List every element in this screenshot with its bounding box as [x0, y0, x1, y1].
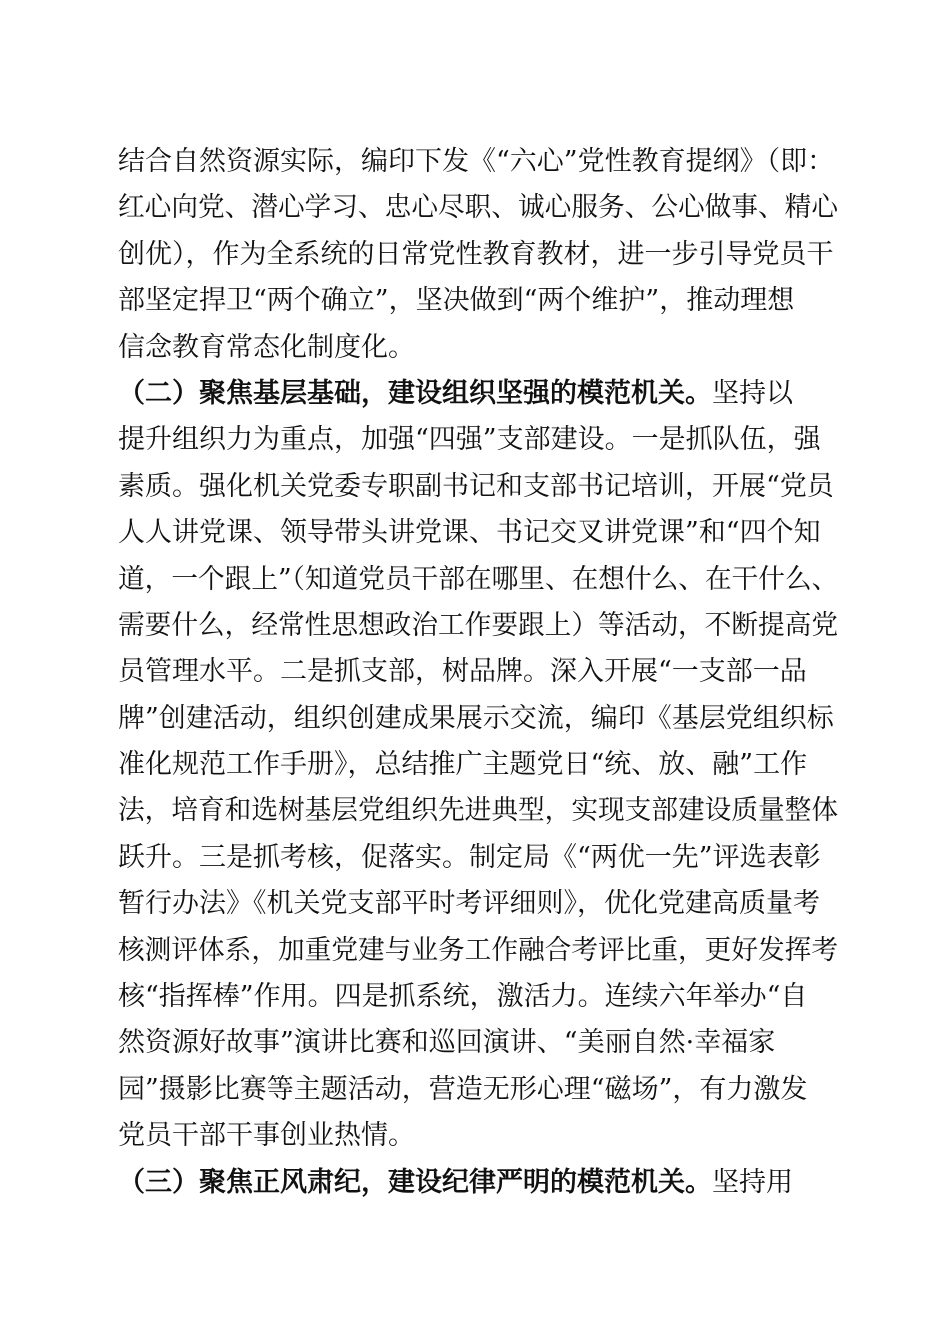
paragraph-2-line-14: 核“指挥棒”作用。四是抓系统，激活力。连续六年举办“自 — [118, 981, 808, 1013]
paragraph-2-line-11: 跃升。三是抓考核，促落实。制定局《“两优一先”评选表彰 — [118, 841, 821, 873]
paragraph-2-line-4: 人人讲党课、领导带头讲党课、书记交叉讲党课”和“四个知 — [118, 517, 821, 549]
paragraph-1-line-5: 信念教育常态化制度化。 — [118, 331, 415, 363]
paragraph-2-line-8: 牌”创建活动，组织创建成果展示交流，编印《基层党组织标 — [118, 702, 834, 734]
paragraph-2-line-16: 园”摄影比赛等主题活动，营造无形心理“磁场”，有力激发 — [118, 1073, 808, 1105]
paragraph-1-line-1: 结合自然资源实际，编印下发《“六心”党性教育提纲》（即： — [118, 146, 835, 177]
paragraph-2-line-1 — [118, 371, 838, 417]
paragraph-2-line-9: 准化规范工作手册》，总结推广主题党日“统、放、融”工作 — [118, 749, 808, 781]
paragraph-2-line-6: 需要什么，经常性思想政治工作要跟上）等活动，不断提高党 — [118, 609, 838, 641]
paragraph-3-heading: （三）聚焦正风肃纪，建设纪律严明的模范机关。 — [118, 1166, 712, 1198]
paragraph-2-line-5: 道，一个跟上”（知道党员干部在哪里、在想什么、在干什么、 — [118, 563, 839, 595]
paragraph-2-line-17: 党员干部干事创业热情。 — [118, 1120, 415, 1152]
paragraph-2-line-7: 员管理水平。二是抓支部，树品牌。深入开展“一支部一品 — [118, 656, 807, 688]
paragraph-1-line-3: 创优），作为全系统的日常党性教育教材，进一步引导党员干 — [118, 238, 834, 270]
paragraph-3-line-1 — [118, 1160, 838, 1206]
paragraph-2-heading: （二）聚焦基层基础，建设组织坚强的模范机关。 — [118, 377, 712, 409]
document-body — [118, 139, 838, 1206]
paragraph-2-line-12: 暂行办法》《机关党支部平时考评细则》，优化党建高质量考 — [118, 888, 820, 920]
paragraph-1-line-2: 红心向党、潜心学习、忠心尽职、诚心服务、公心做事、精心 — [118, 192, 838, 224]
paragraph-2-line-13: 核测评体系，加重党建与业务工作融合考评比重，更好发挥考 — [118, 934, 838, 966]
paragraph-1 — [118, 139, 838, 371]
paragraph-2-first-line-rest: 坚持以 — [712, 377, 793, 409]
paragraph-2 — [118, 371, 838, 1160]
paragraph-1-line-4: 部坚定捍卫“两个确立”，坚决做到“两个维护”，推动理想 — [118, 285, 795, 317]
paragraph-3 — [118, 1160, 838, 1206]
paragraph-2-line-10: 法，培育和选树基层党组织先进典型，实现支部建设质量整体 — [118, 795, 838, 827]
paragraph-3-first-line-rest: 坚持用 — [712, 1166, 793, 1198]
paragraph-2-line-2: 提升组织力为重点，加强“四强”支部建设。一是抓队伍，强 — [118, 424, 821, 456]
paragraph-2-line-3: 素质。强化机关党委专职副书记和支部书记培训，开展“党员 — [118, 470, 834, 502]
paragraph-2-line-15: 然资源好故事”演讲比赛和巡回演讲、“美丽自然·幸福家 — [118, 1027, 776, 1059]
